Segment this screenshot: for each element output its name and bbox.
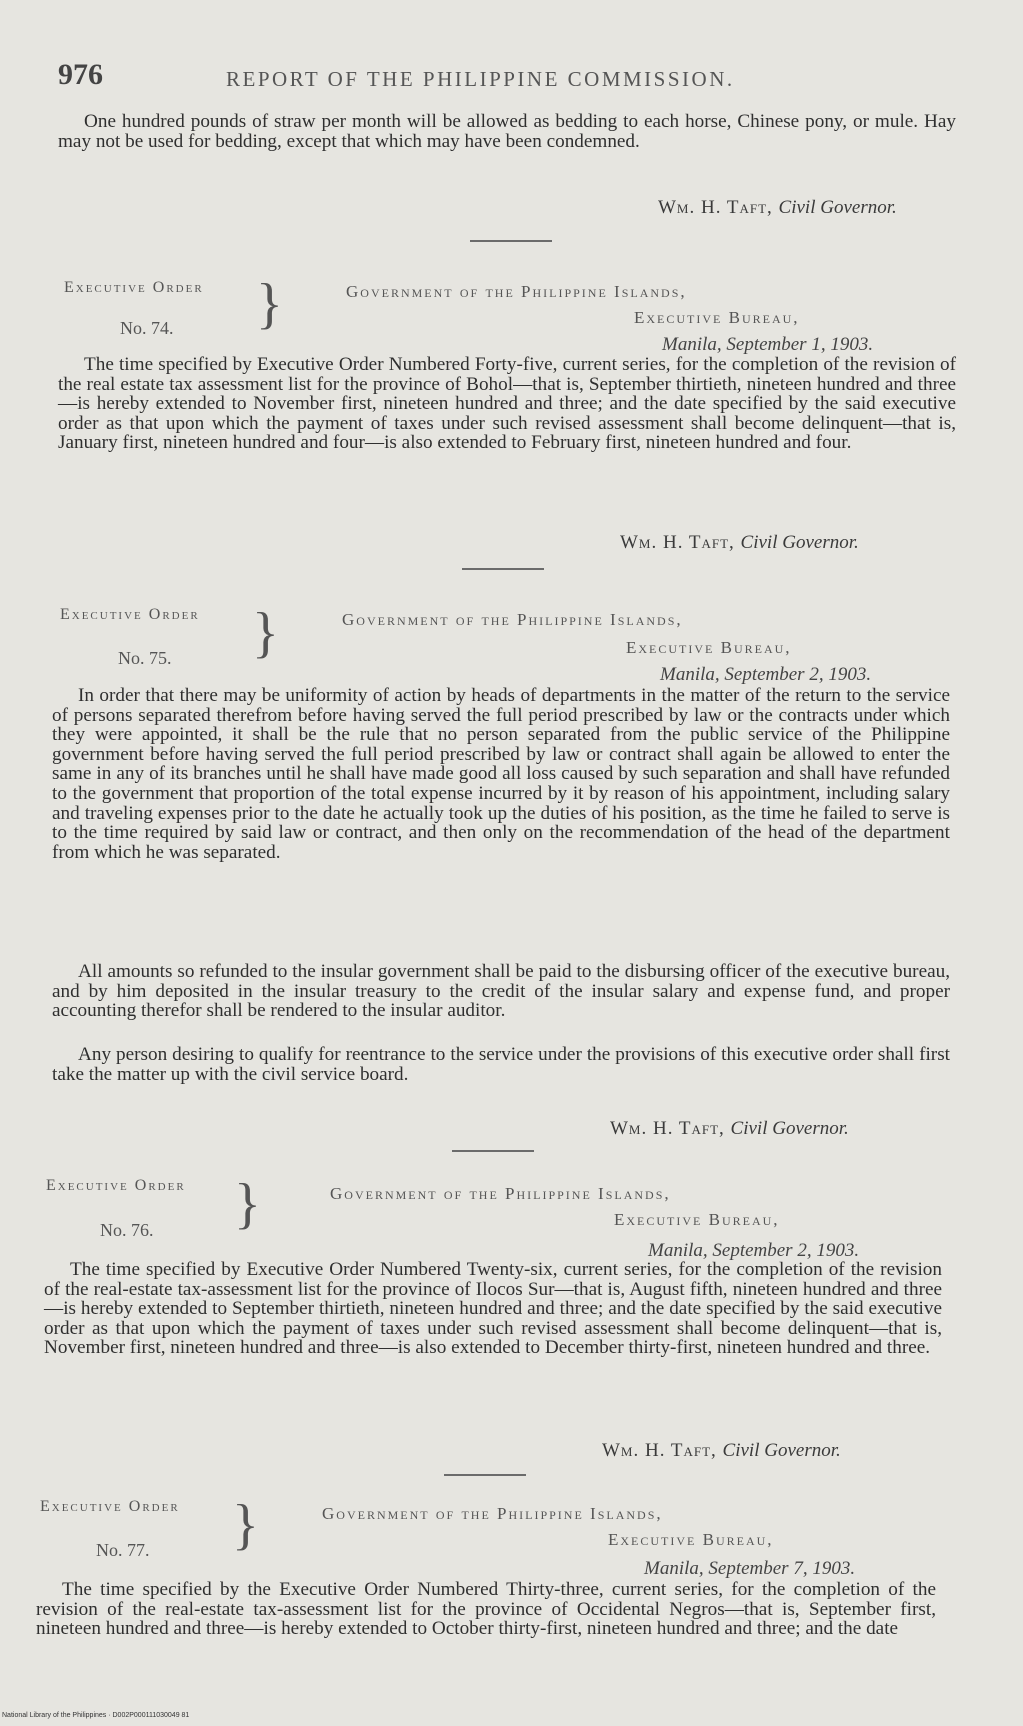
order-paragraph: In order that there may be uniformity of action by heads of departments in the matter of the return to the service of persons separated therefrom before having served the full period prescribed by law or the contracts under which they were appointed, it shall be the rule that no person separated from the public service of the Philippine government before having served the full period prescribed by law or contract shall again be allowed to enter the same in any of its branches until he shall have made good all loss caused by such separation and shall have refunded to the government that proportion of the total expense incurred by it by reason of his appointment, including salary and traveling expenses prior to the date he actually took up the duties of his position, as the time he failed to serve is to the time required by said law or contract, and then only on the recommendation of the head of the department from which he was separated.	[52, 685, 950, 863]
bureau-heading: Executive Bureau,	[626, 638, 792, 657]
intro-paragraph: One hundred pounds of straw per month will be allowed as bedding to each horse, Chinese pony, or mule. Hay may not be used for bedding, except that which may have been condemned.	[58, 111, 956, 152]
page-number: 976	[58, 58, 103, 91]
digitization-footer: National Library of the Philippines · D002P000111030049 81	[2, 1712, 190, 1719]
dateline: Manila, September 7, 1903.	[644, 1558, 856, 1579]
section-rule	[444, 1474, 526, 1476]
order-paragraph: The time specified by the Executive Order Numbered Thirty-three, current series, for the completion of the revision of the real-estate tax-assessment list for the province of Occidental Negros—that is, September first, nineteen hundred and three—is hereby extended to October thirty-first, nineteen hundred and three; and the date	[36, 1579, 936, 1640]
order-signature	[602, 1440, 841, 1462]
order-paragraph: All amounts so refunded to the insular government shall be paid to the disbursing officer of the executive bureau, and by him deposited in the insular treasury to the credit of the insular salary and expense fund, and proper accounting therefor shall be rendered to the insular auditor.	[52, 961, 950, 1022]
signature-name: Wm. H. Taft,	[610, 1118, 725, 1139]
order-label: Executive Order	[64, 279, 204, 296]
order-number: No. 74.	[120, 318, 174, 338]
government-heading: Government of the Philippine Islands,	[322, 1504, 663, 1523]
intro-signature	[658, 197, 897, 219]
government-heading: Government of the Philippine Islands,	[342, 610, 683, 629]
signature-title: Civil Governor.	[740, 532, 859, 553]
order-signature	[610, 1118, 849, 1140]
government-heading: Government of the Philippine Islands,	[330, 1184, 671, 1203]
order-number: No. 75.	[118, 648, 172, 668]
order-label: Executive Order	[46, 1177, 186, 1194]
signature-name: Wm. H. Taft,	[602, 1440, 717, 1461]
bureau-heading: Executive Bureau,	[608, 1530, 774, 1549]
government-heading: Government of the Philippine Islands,	[346, 282, 687, 301]
dateline: Manila, September 2, 1903.	[660, 664, 872, 685]
brace: }	[232, 1494, 259, 1556]
signature-title: Civil Governor.	[722, 1440, 841, 1461]
page-header	[58, 58, 958, 98]
bureau-heading: Executive Bureau,	[614, 1210, 780, 1229]
section-rule	[452, 1150, 534, 1152]
order-number: No. 77.	[96, 1540, 150, 1560]
brace: }	[234, 1173, 261, 1235]
signature-title: Civil Governor.	[778, 197, 897, 218]
dateline: Manila, September 2, 1903.	[648, 1240, 860, 1261]
signature-title: Civil Governor.	[730, 1118, 849, 1139]
signature-name: Wm. H. Taft,	[658, 197, 773, 218]
order-label: Executive Order	[40, 1498, 180, 1515]
order-paragraph: The time specified by Executive Order Numbered Twenty-six, current series, for the completion of the revision of the real-estate tax-assessment list for the province of Ilocos Sur—that is, August fifth, nineteen hundred and three—is hereby extended to September thirtieth, nineteen hundred and three; and the date specified by the said executive order as that upon which the payment of taxes under such revised assessment shall become delinquent—that is, November first, nineteen hundred and three—is also extended to December thirty-first, nineteen hundred and three.	[44, 1259, 942, 1359]
dateline: Manila, September 1, 1903.	[662, 334, 874, 355]
order-label: Executive Order	[60, 606, 200, 623]
order-number: No. 76.	[100, 1220, 154, 1240]
brace: }	[252, 602, 279, 664]
section-rule	[470, 240, 552, 242]
signature-name: Wm. H. Taft,	[620, 532, 735, 553]
order-paragraph: Any person desiring to qualify for reentrance to the service under the provisions of this executive order shall first take the matter up with the civil service board.	[52, 1044, 950, 1085]
order-paragraph: The time specified by Executive Order Numbered Forty-five, current series, for the completion of the revision of the real estate tax assessment list for the province of Bohol—that is, September thirtieth, nineteen hundred and three—is hereby extended to November first, nineteen hundred and three; and the date specified by the said executive order as that upon which the payment of taxes under such revised assessment shall become delinquent—that is, January first, nineteen hundred and four—is also extended to February first, nineteen hundred and four.	[58, 354, 956, 454]
bureau-heading: Executive Bureau,	[634, 308, 800, 327]
brace: }	[256, 273, 283, 335]
section-rule	[462, 568, 544, 570]
running-title: REPORT OF THE PHILIPPINE COMMISSION.	[226, 67, 735, 91]
order-signature	[620, 532, 859, 554]
